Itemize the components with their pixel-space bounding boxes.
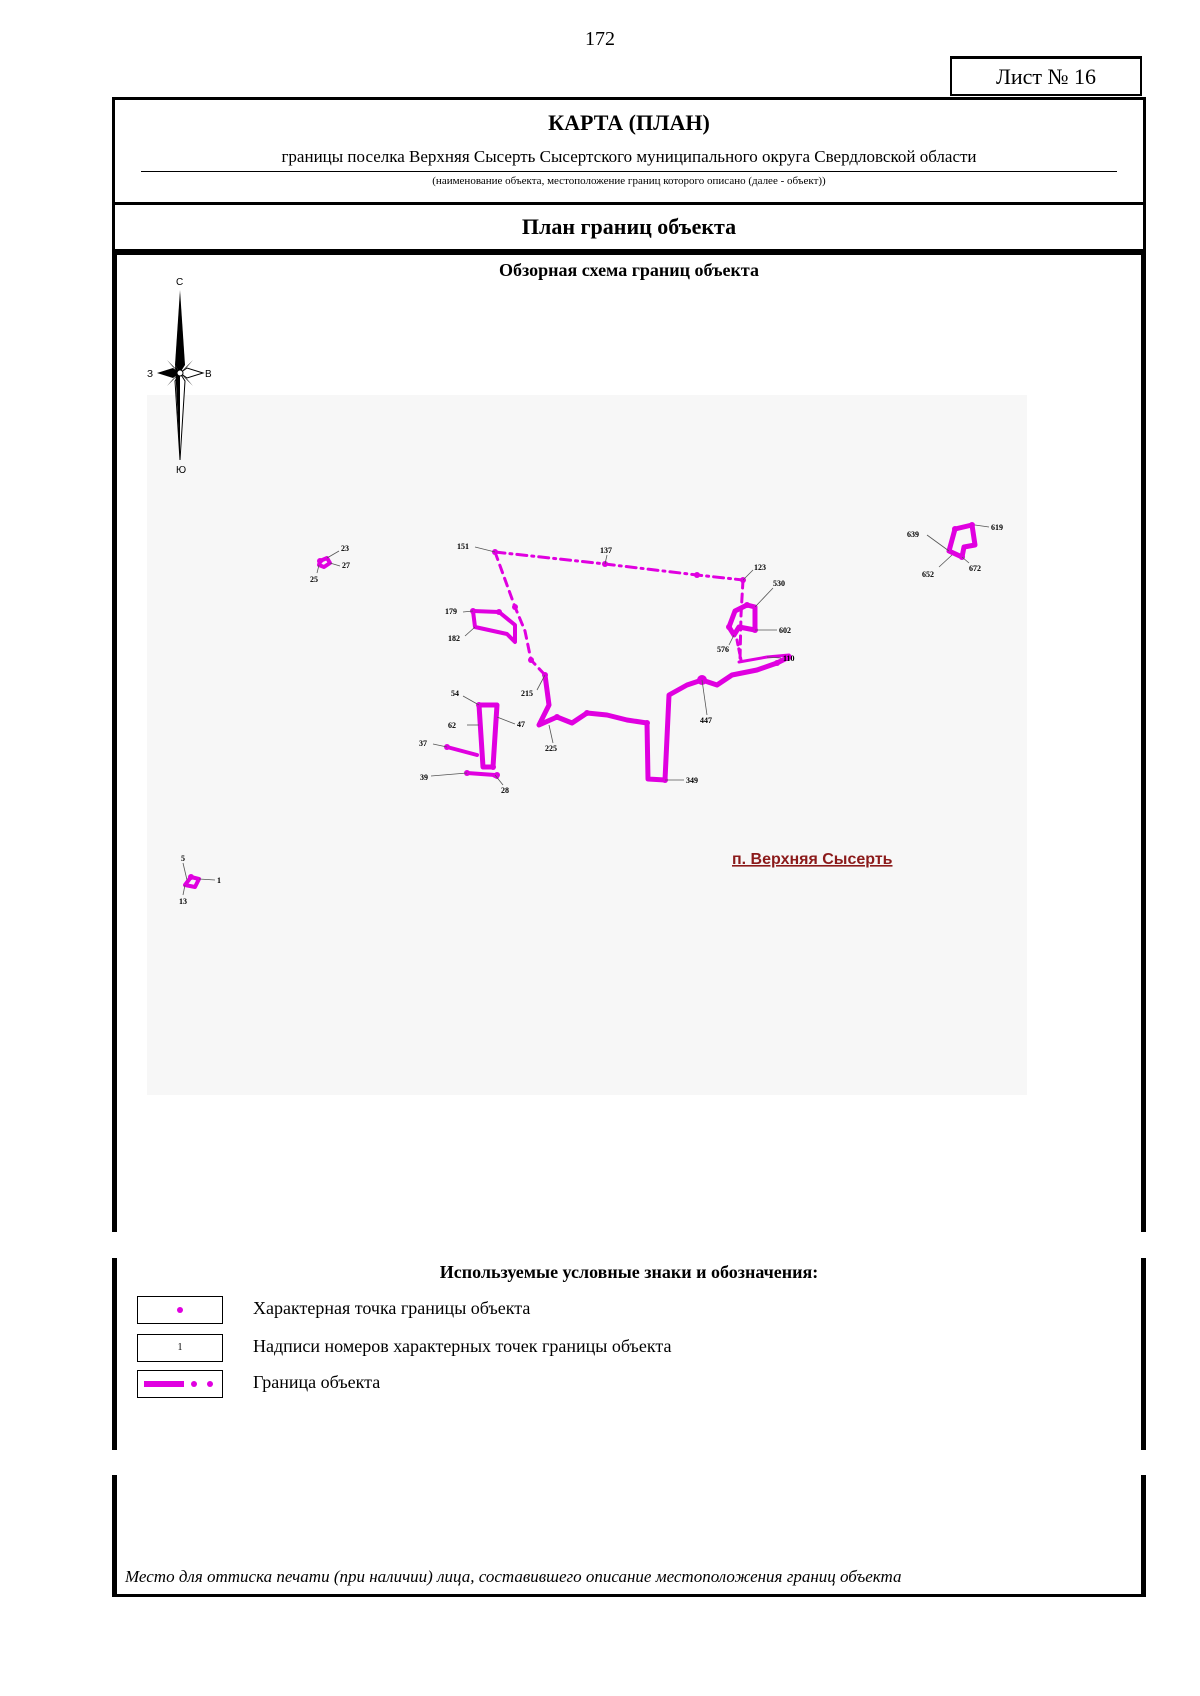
point-label: 182	[448, 634, 460, 643]
point-label: 47	[517, 720, 525, 729]
map-frame	[112, 252, 1146, 1232]
boundary-point-icon	[138, 1297, 222, 1323]
point-label: 447	[700, 716, 712, 725]
plan-heading: План границ объекта	[112, 205, 1146, 252]
legend-boundary-sample	[137, 1370, 223, 1398]
point-label: 54	[451, 689, 459, 698]
legend-item-label: Характерная точка границы объекта	[253, 1298, 531, 1318]
point-label: 215	[521, 689, 533, 698]
point-label: 37	[419, 739, 427, 748]
compass-north-label: С	[176, 277, 184, 288]
point-label: 672	[969, 564, 981, 573]
settlement-label: п. Верхняя Сысерть	[732, 851, 893, 868]
point-label: 619	[991, 523, 1003, 532]
page-number: 172	[585, 28, 615, 50]
stamp-caption: Место для оттиска печати (при наличии) лица, составившего описание местоположения границ объекта	[125, 1567, 902, 1586]
legend-point-sample	[137, 1296, 223, 1324]
header-box	[112, 97, 1146, 205]
point-label: 639	[907, 530, 919, 539]
boundary-line-icon	[138, 1371, 222, 1397]
legend	[112, 1258, 1146, 1450]
map-background	[147, 395, 1027, 1095]
object-name: границы поселка Верхняя Сысерть Сысертского муниципального округа Свердловской области	[281, 147, 977, 166]
legend-item-label: Надписи номеров характерных точек границы объекта	[253, 1336, 672, 1356]
legend-title: Используемые условные знаки и обозначения:	[439, 1262, 819, 1282]
map-canvas	[117, 255, 1141, 1232]
document-title: КАРТА (ПЛАН)	[548, 110, 710, 135]
point-label: 151	[457, 542, 469, 551]
point-label: 225	[545, 744, 557, 753]
sheet-number-box: Лист № 16	[950, 56, 1142, 96]
map-title: Обзорная схема границ объекта	[499, 260, 759, 280]
point-label: 1	[217, 876, 221, 885]
point-label: 27	[342, 561, 350, 570]
point-label: 123	[754, 563, 766, 572]
point-label: 576	[717, 645, 729, 654]
legend-item-label: Граница объекта	[253, 1372, 381, 1392]
legend-label-sample: 1	[137, 1334, 223, 1362]
compass-east-label: В	[205, 369, 212, 380]
point-label: 28	[501, 786, 509, 795]
point-label: 23	[341, 544, 349, 553]
point-label: 179	[445, 607, 457, 616]
point-label: 39	[420, 773, 428, 782]
point-label: 137	[600, 546, 612, 555]
stamp-area	[112, 1475, 1146, 1597]
point-label: 602	[779, 626, 791, 635]
object-name-underline	[141, 171, 1117, 172]
point-label: 652	[922, 570, 934, 579]
point-label: 62	[448, 721, 456, 730]
point-label: 349	[686, 776, 698, 785]
point-label: 110	[783, 654, 795, 663]
compass-west-label: З	[147, 369, 154, 380]
point-label: 530	[773, 579, 785, 588]
point-label: 25	[310, 575, 318, 584]
point-label: 13	[179, 897, 187, 906]
point-label: 5	[181, 854, 185, 863]
compass-south-label: Ю	[176, 465, 187, 476]
object-name-caption: (наименование объекта, местоположение границ которого описано (далее - объект))	[432, 175, 826, 187]
